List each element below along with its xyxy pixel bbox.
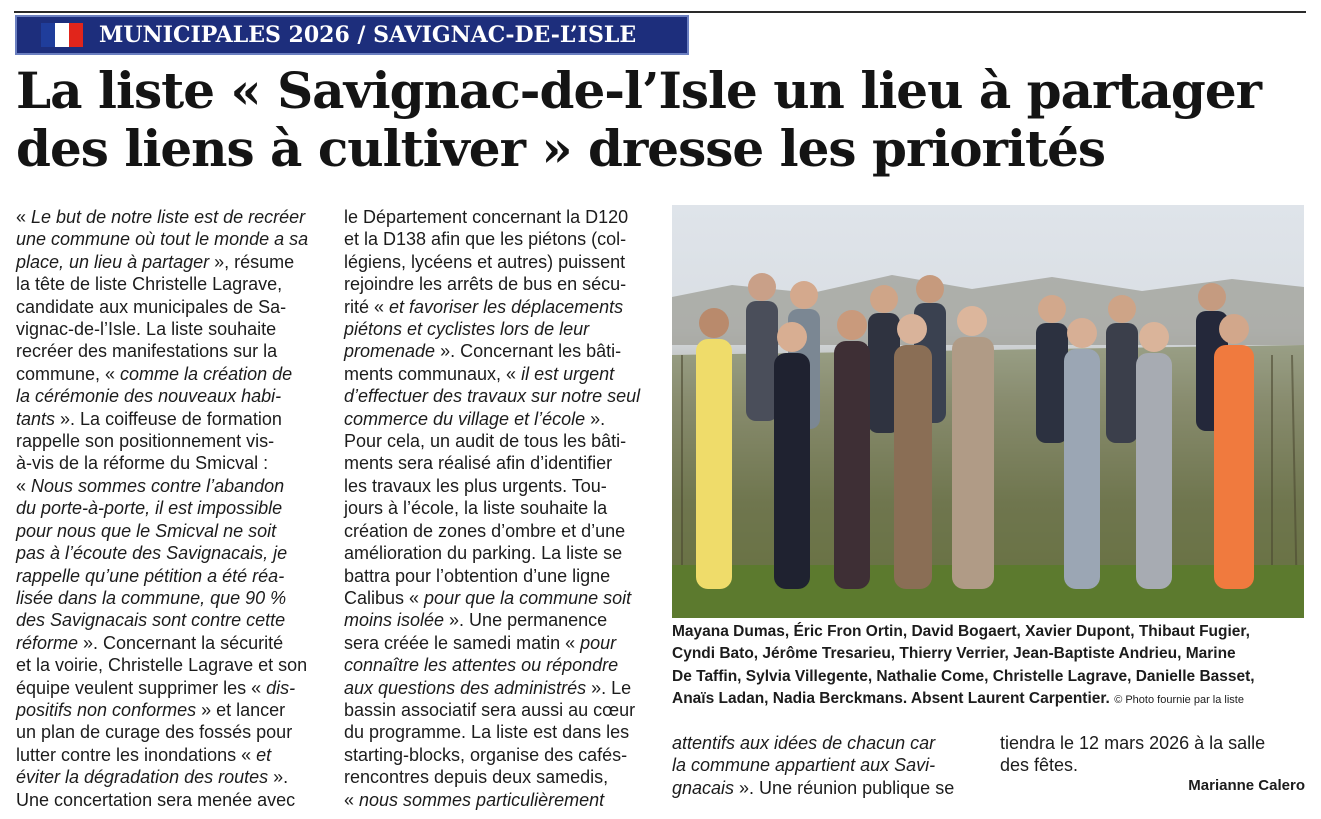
body-text: Calibus « [344,587,425,608]
body-text: attentifs aux idées de chacun car [672,733,936,753]
caption-line [672,688,1306,711]
body-line [344,340,652,362]
body-text: promenade [344,341,436,362]
caption-text: Anaïs Ladan, Nadia Berckmans. Absent Laurent Carpentier. [672,689,1110,707]
body-text: aux questions des administrés [344,677,587,698]
headline-line: des liens à cultiver » dresse les priorités [16,119,1106,178]
body-line [344,296,652,318]
body-line [672,732,980,754]
body-text: tiendra le 12 mars 2026 à la salle [1000,733,1266,753]
body-text: lisée dans la commune, que 90 % [16,587,287,608]
body-text: recréer des manifestations sur la [16,341,278,362]
body-line [344,430,652,452]
body-text: pour [580,632,617,653]
body-text: comme la création de [120,363,293,384]
body-line [16,363,324,385]
body-line [16,228,324,250]
body-line [344,385,652,407]
body-column-2 [344,206,652,811]
body-text: ». Une permanence [444,610,608,631]
body-text: place, un lieu à partager [16,251,210,272]
body-text: rencontres depuis deux samedis, [344,767,609,788]
body-text: ». Concernant la sécurité [78,632,284,653]
body-text: rappelle son positionnement vis- [16,431,275,452]
body-line [344,363,652,385]
body-line [344,497,652,519]
body-line [16,587,324,609]
body-line [16,296,324,318]
body-text: la commune appartient aux Savi- [672,755,936,776]
body-text: » et lancer [196,699,286,720]
body-text: il est urgent [521,363,615,384]
body-text: une commune où tout le monde a sa [16,229,309,250]
section-kicker [15,15,689,55]
body-text: lutter contre les inondations « [16,744,257,765]
body-line [344,475,652,497]
body-text: équipe veulent supprimer les « [16,677,267,698]
body-text: la tête de liste Christelle Lagrave, [16,274,283,295]
article-headline [16,62,1306,178]
body-line [344,677,652,699]
photo-caption [672,621,1306,711]
body-text: sera créée le samedi matin « [344,632,581,653]
caption-line: Cyndi Bato, Jérôme Tresarieu, Thierry Verrier, Jean-Baptiste Andrieu, Marine [672,645,1236,663]
top-rule [14,11,1306,13]
body-text: et la D138 afin que les piétons (col- [344,229,627,250]
body-line [672,754,980,776]
body-text: et la voirie, Christelle Lagrave et son [16,655,308,676]
body-line [344,251,652,273]
body-line [16,654,324,676]
body-line [344,721,652,743]
body-text: à-vis de la réforme du Smicval : [16,453,269,474]
body-text: commune, « [16,363,121,384]
body-text: rejoindre les arrêts de bus en sécu- [344,274,627,295]
body-line [16,430,324,452]
body-text: légiens, lycéens et autres) puissent [344,251,626,272]
body-text: la cérémonie des nouveaux habi- [16,386,282,407]
body-text: connaître les attentes ou répondre [344,655,619,676]
body-text: tants [16,408,56,429]
body-line [344,744,652,766]
body-text: des fêtes. [1000,755,1079,776]
body-text: ». Le [586,677,632,698]
body-line [344,273,652,295]
body-text: création de zones d’ombre et d’une [344,520,626,541]
body-line [16,542,324,564]
body-line [16,318,324,340]
body-line [16,475,324,497]
body-text: positifs non conformes [16,699,197,720]
body-line [16,408,324,430]
body-line [344,206,652,228]
body-line [16,251,324,273]
body-text: ». [585,408,606,429]
body-text: dis- [266,677,296,698]
body-line [16,340,324,362]
body-text: ». La coiffeuse de formation [55,408,282,429]
body-line [1000,754,1306,776]
body-text: des Savignacais sont contre cette [16,610,286,631]
body-text: starting-blocks, organise des cafés- [344,744,628,765]
body-text: jours à l’école, la liste souhaite la [344,498,608,519]
body-line [16,632,324,654]
body-text: commerce du village et l’école [344,408,586,429]
group-photo [672,205,1304,618]
body-text: amélioration du parking. La liste se [344,543,623,564]
body-text: Le but de notre liste est de recréer [31,207,306,227]
body-line [672,777,980,799]
body-line [16,273,324,295]
body-line [344,520,652,542]
body-text: les travaux les plus urgents. Tou- [344,475,607,496]
body-text: gnacais [672,777,735,798]
body-line [1000,732,1306,754]
body-text: du programme. La liste est dans les [344,722,630,743]
body-text: bassin associatif sera aussi au cœur [344,699,636,720]
french-flag-icon [41,23,83,47]
body-line [16,565,324,587]
body-line [16,497,324,519]
body-line [344,318,652,340]
kicker-label: MUNICIPALES 2026 / SAVIGNAC-DE-L’ISLE [99,22,637,48]
body-line [16,677,324,699]
body-text: et [256,744,272,765]
body-text: ». Concernant les bâti- [435,341,622,362]
body-line [16,520,324,542]
body-text: pas à l’écoute des Savignacais, je [16,543,288,564]
body-column-1 [16,206,324,811]
body-line [344,699,652,721]
body-line [16,699,324,721]
body-text: ». Une réunion publique se [734,777,955,798]
body-text: Nous sommes contre l’abandon [31,475,285,496]
body-text: éviter la dégradation des routes [16,767,269,788]
body-line [344,452,652,474]
body-text: pour nous que le Smicval ne soit [16,520,277,541]
body-column-4 [1000,732,1306,777]
body-text: », résume [209,251,295,272]
author-byline: Marianne Calero [1188,777,1305,794]
caption-line: De Taffin, Sylvia Villegente, Nathalie Come, Christelle Lagrave, Danielle Basset, [672,667,1255,685]
body-line [344,789,652,811]
body-line [344,609,652,631]
body-text: ments communaux, « [344,363,522,384]
body-line [16,721,324,743]
headline-line: La liste « Savignac-de-l’Isle un lieu à partager [16,61,1261,120]
body-text: du porte-à-porte, il est impossible [16,498,283,519]
caption-line: Mayana Dumas, Éric Fron Ortin, David Bogaert, Xavier Dupont, Thibaut Fugier, [672,623,1250,640]
body-text: ». [268,767,289,788]
body-line [16,452,324,474]
body-line [344,632,652,654]
body-text: le Département concernant la D120 [344,207,629,227]
body-text: vignac-de-l’Isle. La liste souhaite [16,319,277,340]
body-line [344,408,652,430]
body-text: candidate aux municipales de Sa- [16,296,287,317]
body-text: ments sera réalisé afin d’identifier [344,453,613,474]
body-text: battra pour l’obtention d’une ligne [344,565,611,586]
body-text: Une concertation sera menée avec [16,789,296,810]
body-text: piétons et cyclistes lors de leur [344,319,590,340]
body-text: « [16,207,32,227]
body-text: rappelle qu’une pétition a été réa- [16,565,285,586]
body-line [344,542,652,564]
body-text: nous sommes particulièrement [359,789,605,810]
body-line [344,654,652,676]
body-line [16,609,324,631]
body-text: moins isolée [344,610,445,631]
body-text: « [344,789,360,810]
body-line [16,766,324,788]
photo-credit: © Photo fournie par la liste [1114,693,1244,706]
group-photo-icon [672,205,1304,618]
body-text: d’effectuer des travaux sur notre seul [344,386,641,407]
body-line [16,385,324,407]
body-line [16,744,324,766]
body-line [344,565,652,587]
body-line [344,766,652,788]
body-line [16,789,324,811]
body-line [16,206,324,228]
body-text: Pour cela, un audit de tous les bâti- [344,431,627,452]
body-text: et favoriser les déplacements [389,296,624,317]
body-text: réforme [16,632,79,653]
body-line [344,587,652,609]
body-text: un plan de curage des fossés pour [16,722,293,743]
body-text: « [16,475,32,496]
body-text: rité « [344,296,390,317]
body-line [344,228,652,250]
body-text: pour que la commune soit [424,587,632,608]
body-column-3 [672,732,980,799]
